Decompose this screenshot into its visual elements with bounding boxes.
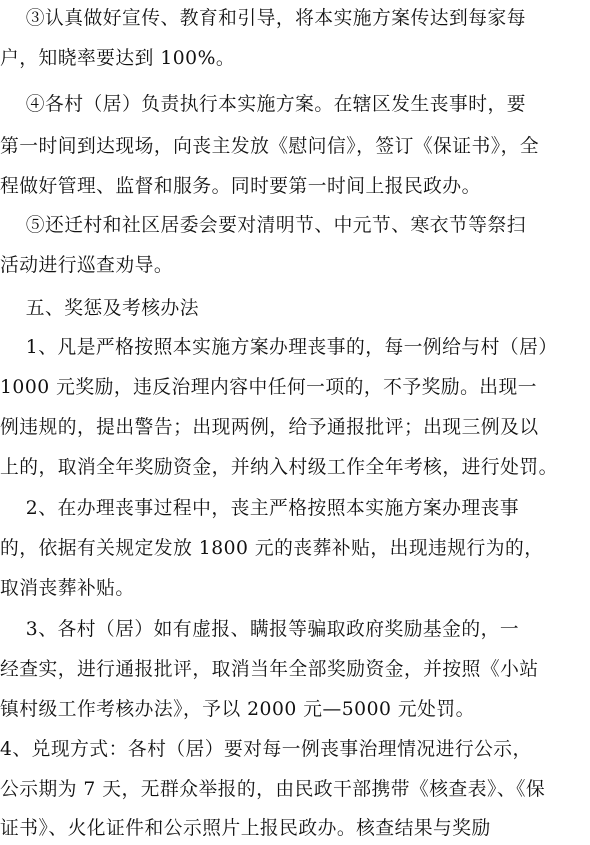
text-line: 户，知晓率要达到 100%。 — [0, 47, 236, 69]
text-line: ④各村（居）负责执行本实施方案。在辖区发生丧事时，要 — [0, 93, 526, 115]
text-line: 第一时间到达现场，向丧主发放《慰问信》，签订《保证书》，全 — [0, 135, 540, 157]
text-line: ⑤还迁村和社区居委会要对清明节、中元节、寒衣节等祭扫 — [0, 214, 526, 236]
text-line: 取消丧葬补贴。 — [0, 577, 135, 599]
text-line: 2、在办理丧事过程中，丧主严格按照本实施方案办理丧事 — [0, 497, 520, 519]
text-line: 上的，取消全年奖励资金，并纳入村级工作全年考核，进行处罚。 — [0, 456, 558, 478]
text-line: 3、各村（居）如有虚报、瞒报等骗取政府奖励基金的，一 — [0, 618, 520, 640]
text-line: 活动进行巡查劝导。 — [0, 254, 174, 276]
text-line: 镇村级工作考核办法》，予以 2000 元—5000 元处罚。 — [0, 698, 475, 720]
text-line: 1、凡是严格按照本实施方案办理丧事的，每一例给与村（居） — [0, 336, 558, 358]
text-line: 1000 元奖励，违反治理内容中任何一项的，不予奖励。出现一 — [0, 376, 538, 398]
text-line: 经查实，进行通报批评，取消当年全部奖励资金，并按照《小站 — [0, 658, 539, 680]
section-heading: 五、奖惩及考核办法 — [0, 297, 199, 319]
text-line: 证书》、火化证件和公示照片上报民政办。核查结果与奖励 — [0, 817, 491, 839]
text-line: 4、兑现方式：各村（居）要对每一例丧事治理情况进行公示， — [0, 738, 532, 760]
text-line: 程做好管理、监督和服务。同时要第一时间上报民政办。 — [0, 175, 481, 197]
text-line: 公示期为 7 天，无群众举报的，由民政干部携带《核查表》、《保 — [0, 778, 546, 800]
text-line: 的，依据有关规定发放 1800 元的丧葬补贴，出现违规行为的， — [0, 537, 544, 559]
text-line: 例违规的，提出警告；出现两例，给予通报批评；出现三例及以 — [0, 416, 539, 438]
text-line: ③认真做好宣传、教育和引导，将本实施方案传达到每家每 — [0, 7, 526, 29]
